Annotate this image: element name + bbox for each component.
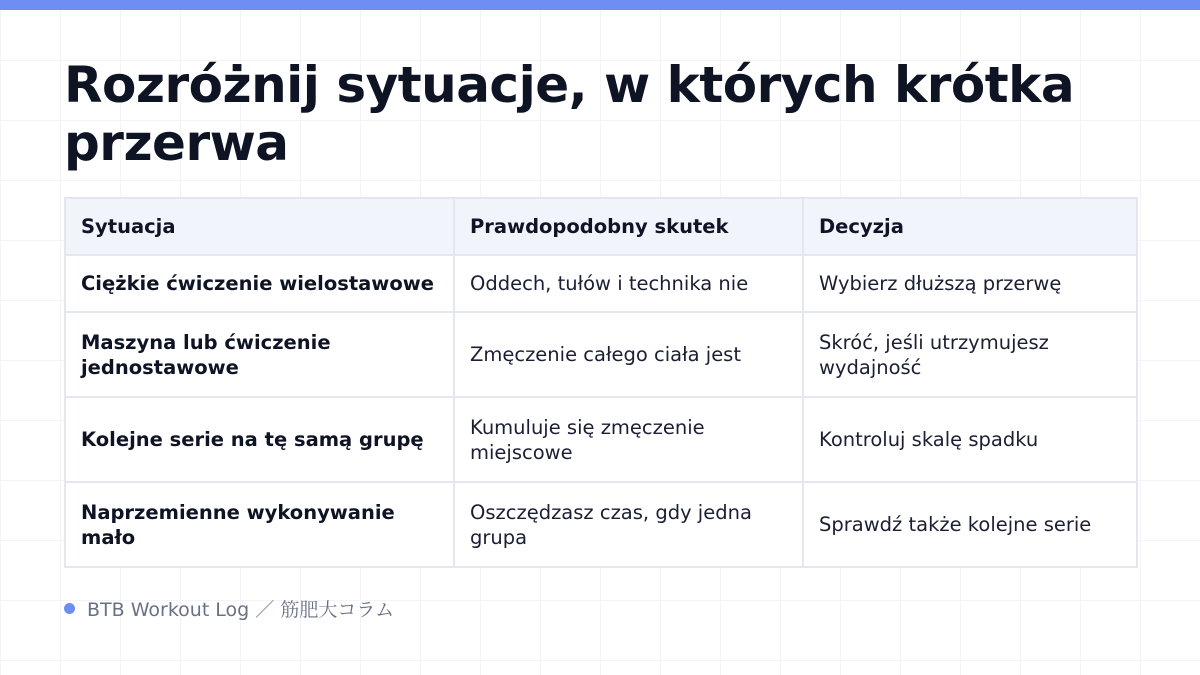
- effect-cell: Oszczędzasz czas, gdy jedna grupa: [454, 482, 803, 567]
- table-row: [65, 482, 1137, 567]
- situation-cell: Kolejne serie na tę samą grupę: [65, 397, 454, 482]
- footer-source-text: BTB Workout Log ／ 筋肥大コラム: [87, 598, 395, 621]
- effect-cell: Kumuluje się zmęczenie miejscowe: [454, 397, 803, 482]
- bullet-dot-icon: [64, 603, 75, 614]
- column-header-decision: Decyzja: [803, 198, 1137, 255]
- column-header-effect: Prawdopodobny skutek: [454, 198, 803, 255]
- situation-cell: Maszyna lub ćwiczenie jednostawowe: [65, 312, 454, 397]
- table-row: [65, 397, 1137, 482]
- page-title: Rozróżnij sytuacje, w których krótka przerwa: [64, 56, 1075, 172]
- decision-cell: Sprawdź także kolejne serie: [803, 482, 1137, 567]
- decision-cell: Kontroluj skalę spadku: [803, 397, 1137, 482]
- column-header-situation: Sytuacja: [65, 198, 454, 255]
- effect-cell: Oddech, tułów i technika nie: [454, 255, 803, 312]
- table-row: [65, 255, 1137, 312]
- footer: [64, 595, 394, 621]
- decision-cell: Skróć, jeśli utrzymujesz wydajność: [803, 312, 1137, 397]
- table-row: [65, 312, 1137, 397]
- effect-cell: Zmęczenie całego ciała jest: [454, 312, 803, 397]
- decision-cell: Wybierz dłuższą przerwę: [803, 255, 1137, 312]
- situation-cell: Ciężkie ćwiczenie wielostawowe: [65, 255, 454, 312]
- top-accent-bar: [0, 0, 1200, 10]
- situation-cell: Naprzemienne wykonywanie mało: [65, 482, 454, 567]
- table-header-row: [65, 198, 1137, 255]
- comparison-table: [64, 197, 1138, 568]
